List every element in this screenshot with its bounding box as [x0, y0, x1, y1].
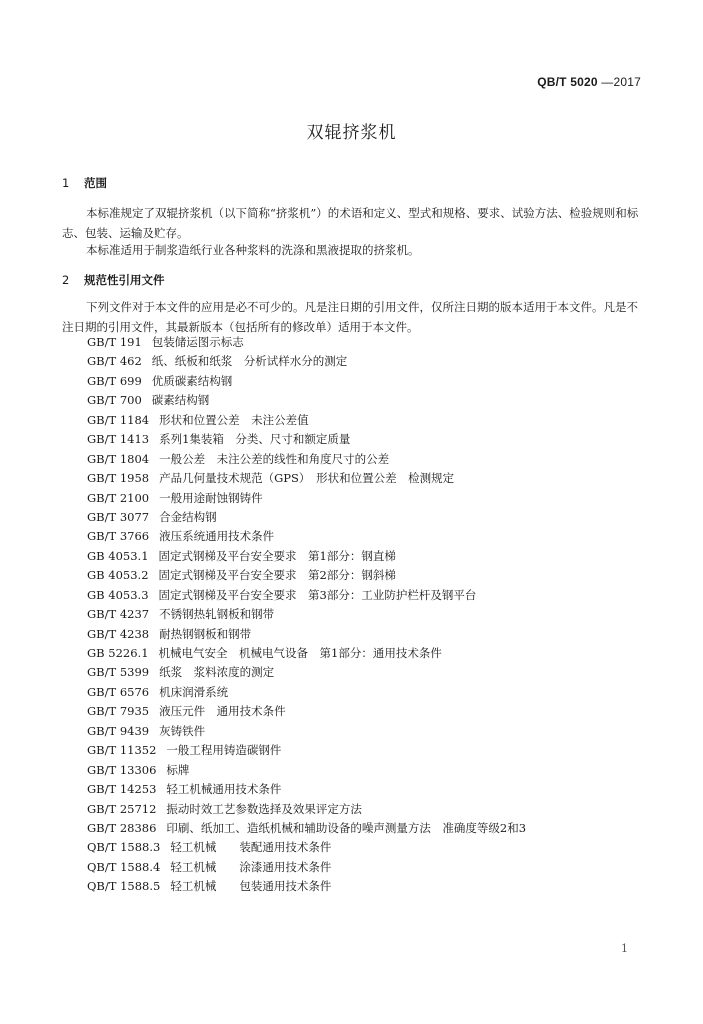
section-title: 范围	[84, 176, 107, 190]
reference-title: 一般公差 未注公差的线性和角度尺寸的公差	[159, 451, 390, 466]
reference-title: 固定式钢梯及平台安全要求 第1部分：钢直梯	[158, 548, 396, 563]
reference-item	[87, 819, 647, 838]
reference-code: GB 4053.2	[87, 568, 149, 583]
standard-code-number: QB/T 5020	[537, 75, 598, 89]
reference-item	[87, 780, 647, 799]
document-title: 双辊挤浆机	[306, 123, 397, 143]
reference-item	[87, 469, 647, 488]
reference-item	[87, 838, 647, 857]
reference-item	[87, 566, 647, 585]
reference-item	[87, 741, 647, 760]
reference-item	[87, 586, 647, 605]
reference-item	[87, 683, 647, 702]
reference-code: GB 4053.3	[87, 587, 149, 602]
reference-code: GB/T 11352	[87, 743, 157, 758]
reference-item	[87, 489, 647, 508]
refs-intro-paragraph: 下列文件对于本文件的应用是必不可少的。凡是注日期的引用文件，仅所注日期的版本适用于本文件。凡是不注日期的引用文件，其最新版本（包括所有的修改单）适用于本文件。	[62, 300, 638, 334]
reference-code: QB/T 1588.5	[87, 879, 161, 894]
reference-item	[87, 644, 647, 663]
section-title: 规范性引用文件	[84, 273, 165, 287]
reference-item	[87, 625, 647, 644]
reference-item	[87, 663, 647, 682]
reference-item	[87, 352, 647, 371]
reference-code: GB 5226.1	[87, 646, 149, 660]
reference-item	[87, 333, 647, 352]
reference-code: GB/T 9439	[87, 723, 150, 738]
reference-item	[87, 508, 647, 527]
reference-code: GB/T 28386	[87, 820, 157, 835]
scope-paragraph-1: 本标准规定了双辊挤浆机（以下简称“挤浆机”）的术语和定义、型式和规格、要求、试验方法、检验规则和标志、包装、运输及贮存。	[62, 206, 639, 240]
reference-title: 振动时效工艺参数选择及效果评定方法	[166, 801, 362, 816]
reference-code: GB/T 1413	[87, 432, 150, 447]
reference-title: 灰铸铁件	[159, 723, 206, 738]
reference-title: 固定式钢梯及平台安全要求 第2部分：钢斜梯	[158, 568, 396, 583]
reference-item	[87, 527, 647, 546]
reference-title: 纸浆 浆料浓度的测定	[159, 665, 275, 680]
reference-title: 固定式钢梯及平台安全要求 第3部分：工业防护栏杆及钢平台	[158, 587, 477, 602]
reference-code: GB/T 1184	[87, 412, 150, 427]
reference-title: 液压元件 通用技术条件	[159, 704, 286, 719]
reference-title: 合金结构钢	[159, 509, 217, 524]
reference-code: GB/T 4238	[87, 626, 150, 641]
reference-item	[87, 702, 647, 721]
reference-item	[87, 391, 647, 410]
section-number: 1	[62, 176, 70, 190]
reference-item	[87, 877, 647, 896]
standard-code	[537, 75, 641, 89]
reference-title: 轻工机械 包装通用技术条件	[170, 879, 332, 894]
reference-code: GB/T 1804	[87, 451, 150, 466]
reference-title: 包装储运图示标志	[151, 335, 244, 349]
scope-paragraph-2: 本标准适用于制浆造纸行业各种浆料的洗涤和黑液提取的挤浆机。	[86, 243, 420, 257]
page-number: 1	[621, 942, 628, 955]
reference-title: 轻工机械通用技术条件	[166, 782, 282, 797]
reference-title: 轻工机械 涂漆通用技术条件	[170, 859, 332, 874]
reference-title: 优质碳素结构钢	[151, 373, 233, 388]
reference-title: 机械电气安全 机械电气设备 第1部分：通用技术条件	[158, 646, 442, 660]
section-number: 2	[62, 273, 70, 287]
reference-list	[87, 333, 647, 897]
reference-code: GB/T 14253	[87, 782, 157, 797]
reference-code: GB/T 3766	[87, 529, 150, 544]
reference-code: GB/T 6576	[87, 684, 150, 699]
reference-title: 机床润滑系统	[159, 684, 229, 699]
reference-item	[87, 722, 647, 741]
reference-code: GB/T 1958	[87, 471, 150, 486]
reference-title: 产品几何量技术规范（GPS） 形状和位置公差 检测规定	[159, 471, 455, 486]
reference-item	[87, 372, 647, 391]
reference-code: GB/T 25712	[87, 801, 157, 816]
reference-item	[87, 858, 647, 877]
reference-title: 轻工机械 装配通用技术条件	[170, 840, 332, 855]
reference-code: GB/T 4237	[87, 607, 150, 622]
reference-title: 系列1集装箱 分类、尺寸和额定质量	[159, 432, 351, 447]
reference-item	[87, 761, 647, 780]
reference-item	[87, 605, 647, 624]
reference-code: GB/T 5399	[87, 665, 150, 680]
reference-title: 印刷、纸加工、造纸机械和辅助设备的噪声测量方法 准确度等级2和3	[166, 820, 527, 835]
reference-code: GB/T 3077	[87, 509, 150, 524]
reference-title: 形状和位置公差 未注公差值	[159, 412, 309, 427]
reference-code: GB/T 699	[87, 373, 142, 388]
reference-code: QB/T 1588.3	[87, 840, 161, 855]
reference-code: GB/T 191	[87, 335, 142, 349]
reference-code: GB 4053.1	[87, 548, 149, 563]
reference-item	[87, 547, 647, 566]
reference-item	[87, 411, 647, 430]
section-heading-scope	[62, 175, 107, 191]
reference-title: 不锈钢热轧钢板和钢带	[159, 607, 275, 622]
reference-item	[87, 800, 647, 819]
section-heading-refs	[62, 272, 165, 288]
reference-title: 标牌	[166, 762, 190, 777]
reference-title: 纸、纸板和纸浆 分析试样水分的测定	[151, 354, 348, 369]
reference-title: 耐热钢钢板和钢带	[159, 626, 252, 641]
reference-code: GB/T 7935	[87, 704, 150, 719]
reference-title: 一般用途耐蚀钢铸件	[159, 490, 263, 505]
reference-code: GB/T 462	[87, 354, 142, 369]
reference-code: GB/T 700	[87, 393, 142, 408]
reference-title: 碳素结构钢	[151, 393, 210, 408]
reference-title: 一般工程用铸造碳钢件	[166, 743, 282, 758]
reference-code: GB/T 2100	[87, 490, 150, 505]
reference-item	[87, 450, 647, 469]
reference-code: GB/T 13306	[87, 762, 157, 777]
standard-code-year: —2017	[601, 75, 641, 89]
reference-item	[87, 430, 647, 449]
reference-title: 液压系统通用技术条件	[159, 529, 275, 544]
reference-code: QB/T 1588.4	[87, 859, 161, 874]
